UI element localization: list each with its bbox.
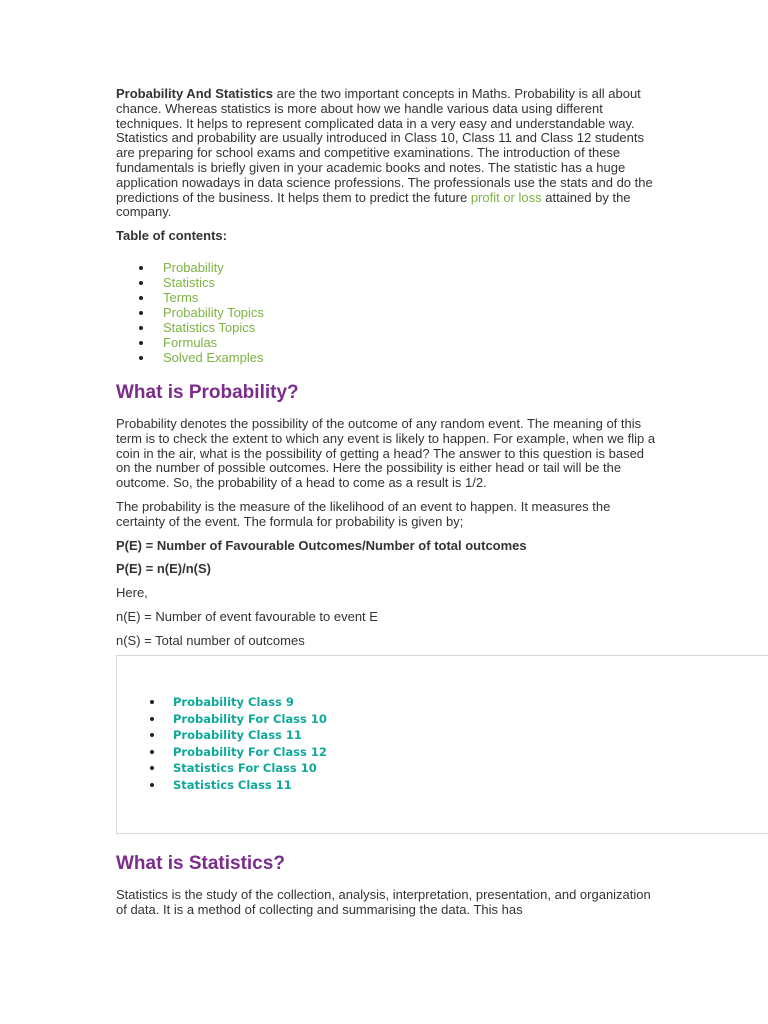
toc-heading: Table of contents: bbox=[116, 228, 227, 244]
probability-heading: What is Probability? bbox=[116, 381, 299, 403]
related-link-probability-class-10[interactable]: Probability For Class 10 bbox=[173, 711, 327, 726]
probability-formula-1: P(E) = Number of Favourable Outcomes/Number of total outcomes bbox=[116, 537, 527, 553]
related-link-probability-class-11[interactable]: Probability Class 11 bbox=[173, 727, 327, 744]
probability-formula-2: P(E) = n(E)/n(S) bbox=[116, 561, 211, 577]
table-of-contents bbox=[116, 260, 656, 365]
intro-paragraph bbox=[116, 87, 656, 220]
probability-paragraph-1: Probability denotes the possibility of the outcome of any random event. The meaning of this term is to check the extent to which any event is likely to happen. For example, when we flip a coin in the air, what is the possibility of getting a head? The answer to this question is based on the number of possible outcomes. Here the possibility is either head or tail will be the outcome. So, the probability of a head to come as a result is 1/2. bbox=[116, 415, 656, 491]
toc-item-terms[interactable]: Terms bbox=[163, 290, 656, 305]
intro-text-1: are the two important concepts in Maths. Probability is all about chance. Whereas statistics is more about how we handle various data using different techniques. It helps to represent complicated data in a very easy and understandable way. Statistics and probability are usually introduced in Class 10, Class 11 and Class 12 students are preparing for school exams and competitive examinations. The introduction of these fundamentals is briefly given in your academic books and notes. The statistic has a huge application nowadays in data science professions. The professionals use the stats and do the predictions of the business. It helps them to predict the future bbox=[116, 86, 653, 205]
toc-item-probability-topics[interactable]: Probability Topics bbox=[163, 305, 656, 320]
probability-paragraph-2: The probability is the measure of the likelihood of an event to happen. It measures the certainty of the event. The formula for probability is given by; bbox=[116, 498, 611, 529]
definition-n-e: n(E) = Number of event favourable to event E bbox=[116, 608, 378, 624]
toc-item-statistics-topics[interactable]: Statistics Topics bbox=[163, 320, 656, 335]
intro-text-2: attained by the company. bbox=[116, 189, 631, 220]
related-link-statistics-class-10[interactable]: Statistics For Class 10 bbox=[173, 760, 327, 777]
statistics-heading: What is Statistics? bbox=[116, 853, 285, 874]
related-links-box bbox=[116, 655, 768, 834]
profit-or-loss-link[interactable]: profit or loss bbox=[470, 189, 542, 205]
toc-item-statistics[interactable]: Statistics bbox=[163, 275, 656, 290]
related-link-probability-class-12[interactable]: Probability For Class 12 bbox=[173, 744, 327, 759]
definition-n-s: n(S) = Total number of outcomes bbox=[116, 632, 305, 648]
toc-item-solved-examples[interactable]: Solved Examples bbox=[163, 350, 656, 365]
related-link-probability-class-9[interactable]: Probability Class 9 bbox=[173, 694, 327, 711]
related-links-list bbox=[117, 694, 327, 793]
main-content bbox=[116, 87, 656, 658]
toc-item-formulas[interactable]: Formulas bbox=[163, 335, 656, 350]
toc-item-probability[interactable]: Probability bbox=[163, 260, 656, 275]
here-label: Here, bbox=[116, 585, 148, 601]
statistics-section bbox=[116, 852, 656, 927]
statistics-paragraph-1: Statistics is the study of the collection, analysis, interpretation, presentation, and organization of data. It is a method of collecting and summarising the data. This has bbox=[116, 887, 651, 917]
related-link-statistics-class-11[interactable]: Statistics Class 11 bbox=[173, 777, 327, 794]
intro-bold-lead: Probability And Statistics bbox=[116, 86, 273, 101]
